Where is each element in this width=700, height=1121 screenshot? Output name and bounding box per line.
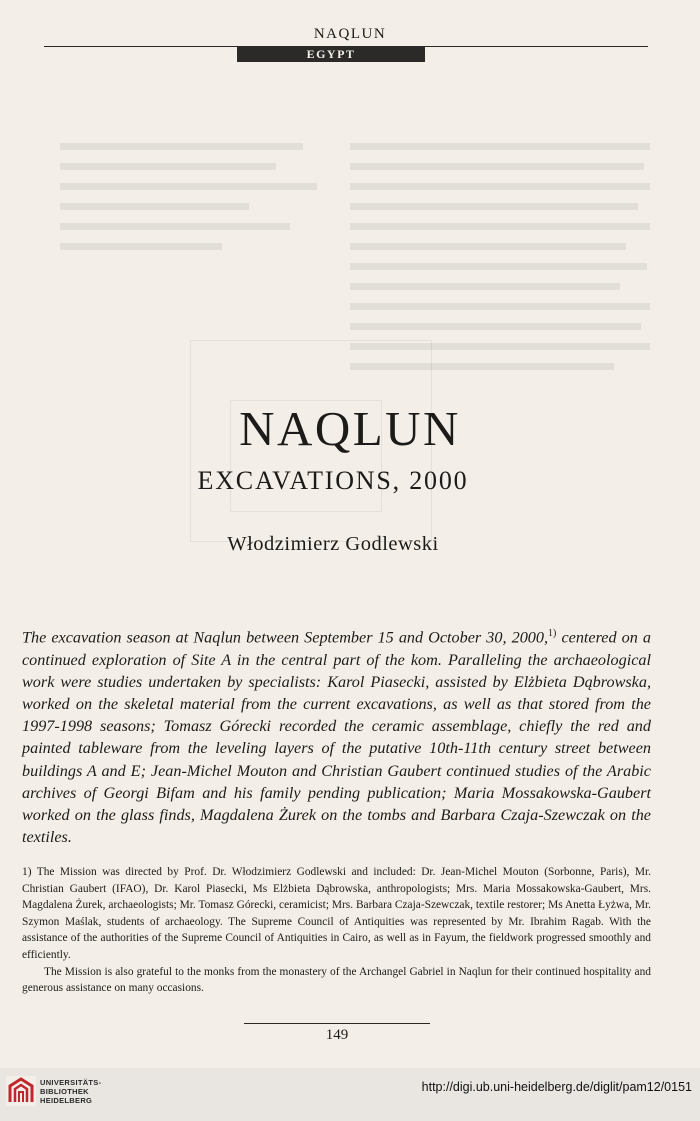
article-subtitle: EXCAVATIONS, 2000	[197, 466, 469, 495]
library-name-line-3: HEIDELBERG	[40, 1096, 93, 1105]
show-through-heading	[170, 95, 177, 115]
abstract	[22, 623, 651, 848]
abstract-text-rest: centered on a continued exploration of Site A in the central part of the kom. Paralleling the archaeological work were studies undertaken by specialists: Karol Piasecki, assisted by Elżbieta Dąbrowska, worked on the skeletal material from the current excavations, as well as that stored from the 1997-1998 seasons; Tomasz Górecki recorded the ceramic assemblage, chiefly the red and painted tableware from the leveling layers of the putative 10th-11th century street between buildings A and E; Jean-Michel Mouton and Christian Gaubert continued studies of the Arabic archives of Georgi Bifam and his family pending publication; Maria Mossakowska-Gaubert worked on the glass finds, Magdalena Żurek on the tombs and Barbara Czaja-Szewczak on the textiles.	[22, 628, 651, 847]
show-through-column-left	[60, 130, 330, 263]
library-name-line-2: BIBLIOTHEK	[40, 1087, 89, 1096]
library-name	[40, 1078, 101, 1105]
library-name-line-1: UNIVERSITÄTS-	[40, 1078, 102, 1087]
footnote-ref[interactable]: 1)	[548, 628, 557, 639]
running-head: NAQLUN	[313, 26, 387, 42]
page-number: 149	[325, 1027, 349, 1043]
source-url-link[interactable]: http://digi.ub.uni-heidelberg.de/diglit/pam12/0151	[421, 1080, 692, 1094]
article-author: Włodzimierz Godlewski	[227, 533, 439, 555]
article-title: NAQLUN	[239, 401, 461, 456]
footnote-1-continued: The Mission is also grateful to the monks from the monastery of the Archangel Gabriel in Naqlun for their continued hospitality and generous assistance on many occasions.	[22, 965, 651, 995]
abstract-text-start: The excavation season at Naqlun between September 15 and October 30, 2000,	[22, 628, 549, 647]
page-number-rule	[244, 1023, 430, 1024]
footnotes	[22, 864, 651, 997]
heidelberg-library-logo-icon	[6, 1076, 36, 1106]
viewer-footer	[0, 1068, 700, 1121]
country-tab: EGYPT	[237, 46, 425, 62]
footnote-1: 1) The Mission was directed by Prof. Dr. Włodzimierz Godlewski and included: Dr. Jean-Michel Mouton (Sorbonne, Paris), Mr. Christian Gaubert (IFAO), Dr. Karol Piasecki, Ms Elżbieta Dąbrowska, anthropologists; Mrs. Maria Mossakowska-Gaubert, Mrs. Magdalena Żurek, archaeologists; Mr. Tomasz Górecki, ceramicist; Mrs. Barbara Czaja-Szewczak, textile restorer; Ms Anetta Łyżwa, Mr. Szymon Maślak, students of archaeology. The Supreme Council of Antiquities was represented by Mr. Ibrahim Ragab. With the assistance of the authorities of the Supreme Council of Antiquities in Cairo, as well as in Fayum, the fieldwork progressed smoothly and efficiently.	[22, 866, 651, 961]
